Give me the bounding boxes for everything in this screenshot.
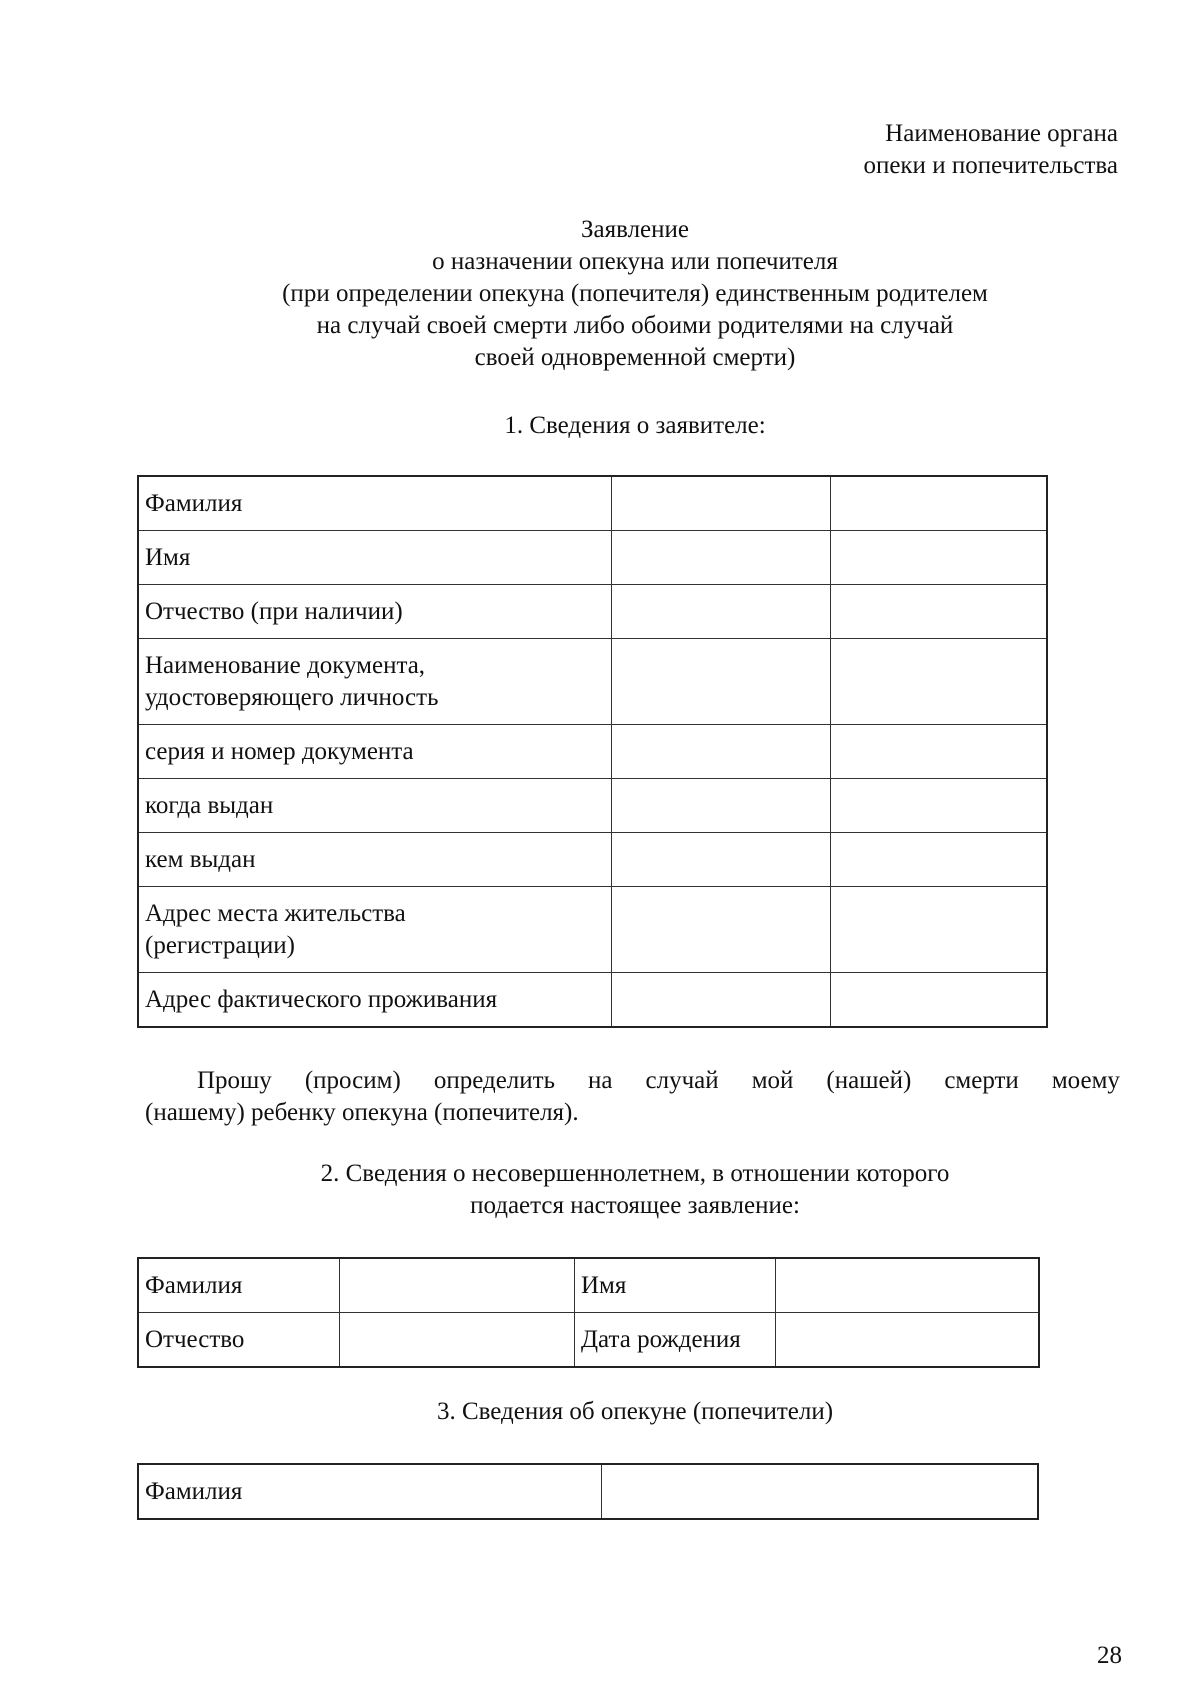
- issue-date-field[interactable]: [612, 779, 831, 833]
- document-number-field[interactable]: [612, 725, 831, 779]
- title-line-1: Заявление: [580, 216, 690, 243]
- applicant-surname-field-2[interactable]: [831, 476, 1048, 531]
- guardian-surname-field[interactable]: [602, 1464, 1039, 1519]
- registration-address-field[interactable]: [612, 887, 831, 973]
- applicant-surname-label: Фамилия: [138, 476, 612, 531]
- applicant-name-field-2[interactable]: [831, 531, 1048, 585]
- title-line-2: о назначении опекуна или попечителя: [432, 248, 838, 275]
- minor-name-label: Имя: [575, 1258, 776, 1313]
- title-line-4: на случай своей смерти либо обоими родителями на случай: [316, 312, 954, 339]
- actual-address-field-2[interactable]: [831, 973, 1048, 1028]
- table-row: [138, 531, 1047, 585]
- table-row: [138, 887, 1047, 973]
- applicant-patronymic-field-2[interactable]: [831, 585, 1048, 639]
- minor-surname-label: Фамилия: [138, 1258, 340, 1313]
- applicant-surname-field[interactable]: [612, 476, 831, 531]
- title-line-3: (при определении опекуна (попечителя) единственным родителем: [282, 280, 988, 307]
- applicant-name-label: Имя: [138, 531, 612, 585]
- table-row: [138, 725, 1047, 779]
- table-row: [138, 973, 1047, 1028]
- issue-date-field-2[interactable]: [831, 779, 1048, 833]
- id-document-label-line-1: Наименование документа,: [145, 651, 426, 679]
- document-number-field-2[interactable]: [831, 725, 1048, 779]
- registration-address-label: [138, 887, 612, 973]
- table-row: [138, 779, 1047, 833]
- section-3-heading: 3. Сведения об опекуне (попечители): [436, 1398, 834, 1425]
- registration-address-label-line-1: Адрес места жительства: [145, 899, 406, 927]
- request-line-1: [145, 1065, 1120, 1097]
- table-row: [138, 833, 1047, 887]
- id-document-field[interactable]: [612, 639, 831, 725]
- document-number-label: серия и номер документа: [138, 725, 612, 779]
- request-word: (просим): [304, 1067, 401, 1094]
- actual-address-field[interactable]: [612, 973, 831, 1028]
- request-paragraph: [145, 1065, 1120, 1129]
- minor-patronymic-field[interactable]: [340, 1313, 575, 1368]
- table-row: [138, 639, 1047, 725]
- request-word: мой: [751, 1067, 794, 1094]
- minor-birthdate-label: Дата рождения: [575, 1313, 776, 1368]
- actual-address-label: Адрес фактического проживания: [138, 973, 612, 1028]
- minor-name-field[interactable]: [776, 1258, 1040, 1313]
- issued-by-label: кем выдан: [138, 833, 612, 887]
- id-document-label-line-2: удостоверяющего личность: [145, 683, 439, 711]
- request-word: (нашей): [826, 1067, 912, 1094]
- request-word: смерти: [944, 1067, 1019, 1094]
- guardian-surname-label: Фамилия: [138, 1464, 602, 1519]
- table-row: [138, 1313, 1039, 1368]
- request-word: случай: [645, 1067, 719, 1094]
- id-document-field-2[interactable]: [831, 639, 1048, 725]
- request-line-2: (нашему) ребенку опекуна (попечителя).: [145, 1099, 579, 1126]
- section-1-heading: 1. Сведения о заявителе:: [504, 412, 766, 439]
- title-line-5: своей одновременной смерти): [474, 344, 796, 371]
- minor-birthdate-field[interactable]: [776, 1313, 1040, 1368]
- document-title: [140, 214, 1130, 374]
- authority-line-1: Наименование органа: [885, 120, 1118, 147]
- minor-patronymic-label: Отчество: [138, 1313, 340, 1368]
- guardian-table: [137, 1463, 1039, 1520]
- registration-address-field-2[interactable]: [831, 887, 1048, 973]
- table-row: [138, 1464, 1038, 1519]
- section-2-heading: [140, 1158, 1130, 1222]
- issued-by-field-2[interactable]: [831, 833, 1048, 887]
- minor-surname-field[interactable]: [340, 1258, 575, 1313]
- registration-address-label-line-2: (регистрации): [145, 931, 295, 959]
- page-number: 28: [1097, 1642, 1122, 1669]
- request-word: определить: [433, 1067, 555, 1094]
- table-row: [138, 476, 1047, 531]
- applicant-patronymic-label: Отчество (при наличии): [138, 585, 612, 639]
- issue-date-label: когда выдан: [138, 779, 612, 833]
- id-document-label: [138, 639, 612, 725]
- request-word: моему: [1051, 1067, 1120, 1094]
- applicant-patronymic-field[interactable]: [612, 585, 831, 639]
- applicant-name-field[interactable]: [612, 531, 831, 585]
- applicant-table: [137, 475, 1048, 1028]
- table-row: [138, 1258, 1039, 1313]
- minor-table: [137, 1257, 1040, 1368]
- table-row: [138, 585, 1047, 639]
- authority-line-2: опеки и попечительства: [863, 152, 1118, 179]
- authority-header: [698, 118, 1118, 182]
- issued-by-field[interactable]: [612, 833, 831, 887]
- request-word: на: [588, 1067, 613, 1094]
- section-2-heading-line-1: 2. Сведения о несовершеннолетнем, в отношении которого: [320, 1160, 950, 1187]
- request-word: Прошу: [197, 1067, 272, 1094]
- section-2-heading-line-2: подается настоящее заявление:: [470, 1192, 800, 1219]
